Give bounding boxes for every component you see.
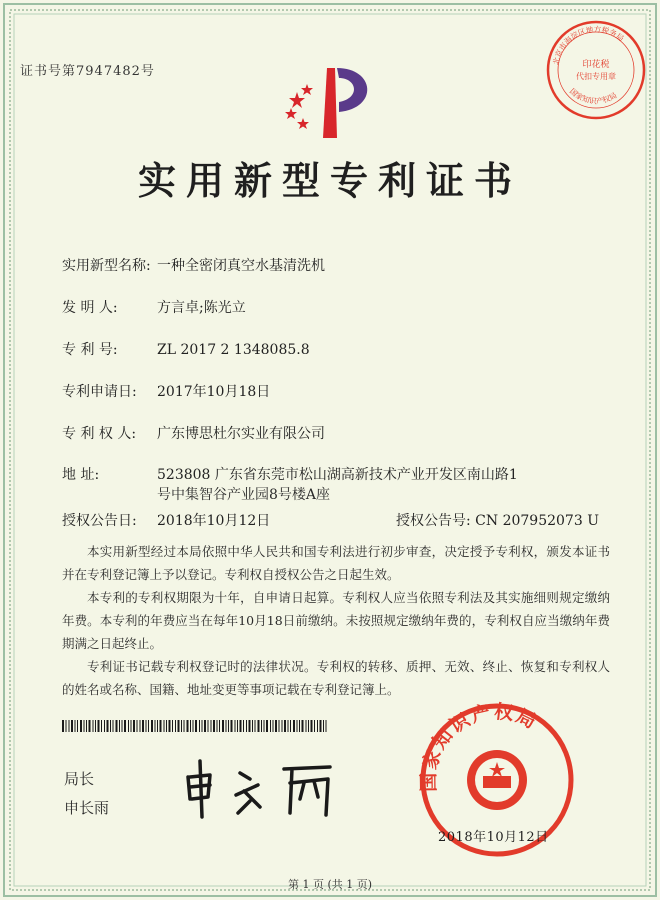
svg-text:印花税: 印花税 xyxy=(582,60,610,70)
paragraph-1: 本实用新型经过本局依照中华人民共和国专利法进行初步审查，决定授予专利权，颁发本证书并在专利登记簿上予以登记。专利权自授权公告之日起生效。 xyxy=(62,544,610,582)
paragraph-3: 专利证书记载专利权登记时的法律状况。专利权的转移、质押、无效、终止、恢复和专利权人的姓名或名称、国籍、地址变更等事项记载在专利登记簿上。 xyxy=(62,659,610,697)
handwritten-signature xyxy=(180,755,350,825)
utility-model-name-label: 实用新型名称: xyxy=(62,258,151,274)
utility-model-name: 一种全密闭真空水基清洗机 xyxy=(157,258,325,274)
seal-date: 2018年10月12日 xyxy=(438,830,549,845)
application-date-row xyxy=(62,381,270,401)
grant-no-label: 授权公告号: xyxy=(396,513,471,529)
grant-no-row xyxy=(396,510,599,530)
utility-model-name-row xyxy=(62,255,325,275)
tax-stamp xyxy=(544,18,648,122)
signature-name: 申长雨 xyxy=(64,799,110,817)
certificate-number: 证书号第7947482号 xyxy=(20,64,155,79)
star-icon xyxy=(285,84,313,129)
page-footer: 第 1 页 (共 1 页) xyxy=(287,878,373,891)
paragraph-2: 本专利的专利权期限为十年，自申请日起算。专利权人应当依照专利法及其实施细则规定缴纳年费。本专利的年费应当在每年10月18日前缴纳。未按照规定缴纳年费的，专利权自应当缴纳年费期满之日起终止。 xyxy=(62,590,610,651)
grant-date-label: 授权公告日: xyxy=(62,513,137,529)
svg-text:国家知识产权局: 国家知识产权局 xyxy=(417,700,542,792)
barcode xyxy=(62,720,330,732)
address-label: 地 址: xyxy=(62,467,100,483)
patentee-label: 专 利 权 人: xyxy=(62,426,137,442)
grant-date: 2018年10月12日 xyxy=(157,513,271,529)
patent-no-label: 专 利 号: xyxy=(62,342,118,358)
application-date: 2017年10月18日 xyxy=(157,384,271,400)
patent-office-logo xyxy=(283,62,379,144)
svg-text:代扣专用章: 代扣专用章 xyxy=(576,72,616,81)
svg-text:国家知识产权局: 国家知识产权局 xyxy=(567,86,619,106)
address-row xyxy=(62,464,518,484)
address-line1: 523808 广东省东莞市松山湖高新技术产业开发区南山路1 xyxy=(157,467,518,483)
signature-title: 局长 xyxy=(64,770,95,788)
patent-no-row xyxy=(62,339,310,359)
inventor: 方言卓;陈光立 xyxy=(157,300,246,316)
patentee: 广东博思杜尔实业有限公司 xyxy=(157,426,325,442)
grant-no: CN 207952073 U xyxy=(475,513,599,529)
address-line2: 号中集智谷产业园8号楼A座 xyxy=(157,487,331,503)
page-title: 实用新型专利证书 xyxy=(137,158,522,203)
svg-text:北京市海淀区地方税务局: 北京市海淀区地方税务局 xyxy=(551,24,626,66)
inventor-row xyxy=(62,297,246,317)
patent-no: ZL 2017 2 1348085.8 xyxy=(157,342,310,358)
inventor-label: 发 明 人: xyxy=(62,300,118,316)
grant-date-row xyxy=(62,510,270,530)
application-date-label: 专利申请日: xyxy=(62,384,137,400)
patentee-row xyxy=(62,423,325,443)
